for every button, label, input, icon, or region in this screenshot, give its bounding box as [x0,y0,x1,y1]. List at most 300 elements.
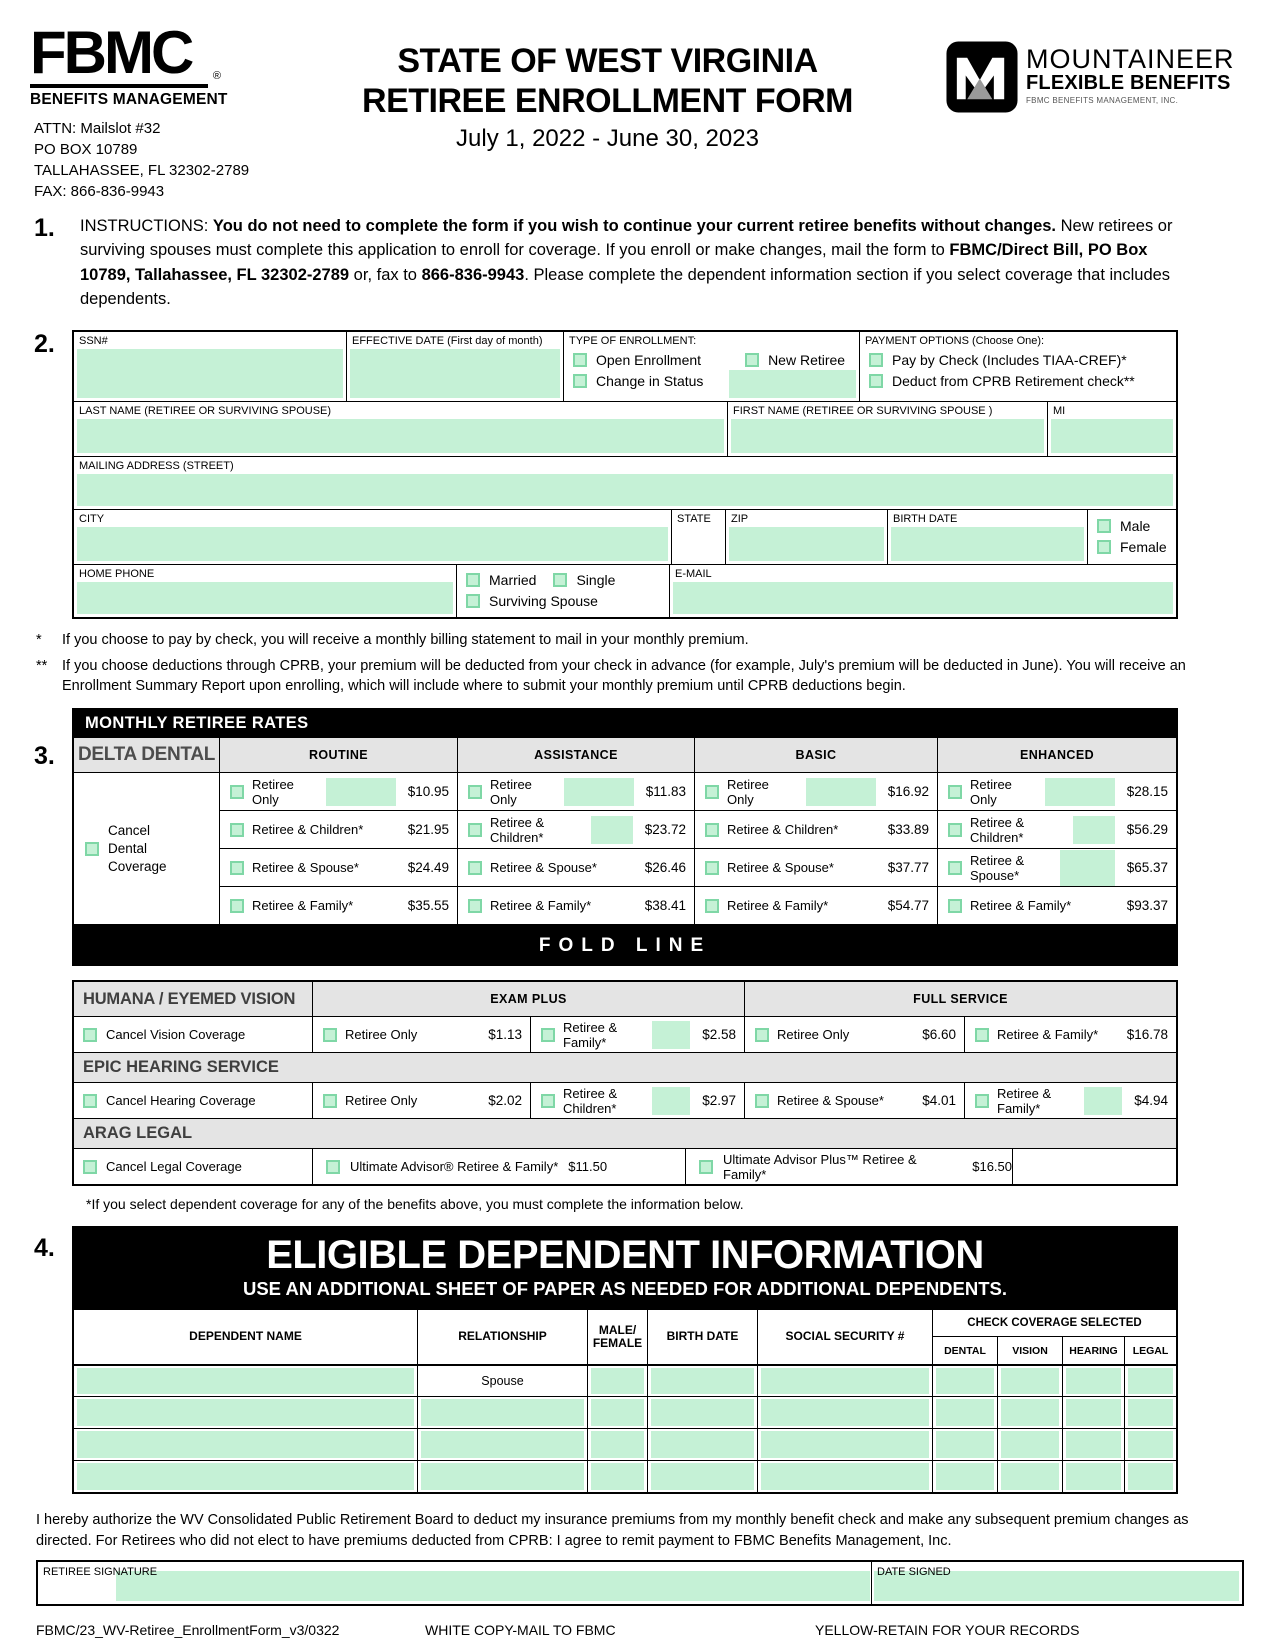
deduct-cprb-label: Deduct from CPRB Retirement check** [892,372,1135,389]
dependent-ssn-cell [757,1460,932,1492]
retiree-signature-label: RETIREE SIGNATURE [43,1565,158,1578]
vision-hearing-legal-table [72,980,1178,1186]
middle-initial-field[interactable] [1051,419,1173,453]
rate-price: $1.13 [488,1027,522,1043]
section-number-3: 3. [34,742,55,771]
dependent-birth-field[interactable] [651,1368,754,1394]
footnote-symbol-1: * [36,631,42,648]
dependent-dental-cell [932,1364,997,1396]
open-enrollment-label: Open Enrollment [596,351,702,368]
rate-price: $38.41 [644,898,686,914]
dependent-hearing-cell [1062,1460,1124,1492]
dependent-banner-subtitle: USE AN ADDITIONAL SHEET OF PAPER AS NEEDED FOR ADDITIONAL DEPENDENTS. [242,1278,1008,1300]
dependent-legal-field[interactable] [1128,1399,1173,1426]
form-title-block [270,26,945,202]
dependent-vision-field[interactable] [1001,1399,1059,1426]
dependent-relationship-cell [417,1396,587,1428]
tier-label: Retiree & Children* [490,814,545,845]
footnote-text-1: If you choose to pay by check, you will receive a monthly billing statement to mail in your monthly premium. [62,631,749,648]
dependent-birth-field[interactable] [651,1399,754,1426]
tier-label: Retiree Only [490,776,532,807]
hearing-provider-header: EPIC HEARING SERVICE [74,1052,1176,1082]
rate-price: $93.37 [1126,898,1168,914]
form-title-line1: STATE OF WEST VIRGINIA [397,42,818,80]
cancel-legal-coverage-option [74,1149,312,1184]
dependent-vision-field[interactable] [1001,1368,1059,1394]
dependent-dental-field[interactable] [936,1399,994,1426]
rate-price: $28.15 [1126,784,1168,800]
section-enrollee-info [34,329,1178,619]
dependent-vision-cell [997,1460,1062,1492]
dependent-sex-cell [587,1364,647,1396]
payment-footnotes [36,631,1216,697]
dep-header-male-female [587,1310,647,1364]
first-name-field[interactable] [731,419,1044,453]
tier-label: Ultimate Advisor Plus™ Retiree & Family* [723,1151,917,1182]
new-retiree-checkbox[interactable] [745,353,759,367]
rate-price: $35.55 [407,898,449,914]
cancel-legal-checkbox[interactable] [83,1160,97,1174]
ultimate-advisor-plus-checkbox[interactable] [699,1160,713,1174]
dependent-birth-cell [647,1460,757,1492]
rate-price: $11.83 [645,784,686,800]
tier-label: Retiree Only [777,1027,850,1043]
dental-routine-family-checkbox[interactable] [230,899,244,913]
surviving-spouse-checkbox[interactable] [466,594,480,608]
tier-label: Ultimate Advisor® Retiree & Family* [350,1159,559,1175]
rate-price: $26.46 [644,860,686,876]
first-name-label: FIRST NAME (RETIREE OR SURVIVING SPOUSE ) [733,404,993,417]
tier-label: Retiree & Children* [727,822,839,838]
rate-price: $10.95 [407,784,449,800]
dependent-name-field[interactable] [77,1368,414,1394]
cancel-vision-label: Cancel Vision Coverage [106,1027,246,1043]
ultimate-advisor-checkbox[interactable] [326,1160,340,1174]
tier-label: Retiree & Family* [997,1085,1052,1116]
rate-price: $16.92 [887,784,929,800]
enrollment-type-label: TYPE OF ENROLLMENT: [569,334,697,347]
tier-label: Retiree Only [252,776,294,807]
dependent-legal-field[interactable] [1128,1431,1173,1458]
dep-header-dental: DENTAL [932,1336,997,1364]
dependent-legal-cell [1124,1460,1176,1492]
fbmc-tagline: BENEFITS MANAGEMENT [30,91,228,108]
instructions-bold-1: You do not need to complete the form if you wish to continue your current retiree benefits without changes. [212,217,1057,235]
mailing-address-label: MAILING ADDRESS (STREET) [79,459,234,472]
rate-entry-field[interactable] [1084,1087,1122,1115]
date-signed-label: DATE SIGNED [877,1565,951,1578]
cancel-vision-coverage-option [74,1016,312,1052]
dependent-ssn-field[interactable] [761,1368,929,1394]
dependent-name-field[interactable] [77,1463,414,1490]
dental-enhanced-children-checkbox[interactable] [948,823,962,837]
dental-basic-spouse-checkbox[interactable] [705,861,719,875]
dep-header-legal: LEGAL [1124,1336,1176,1364]
enrollee-table [72,330,1178,619]
authorization-statement: I hereby authorize the WV Consolidated Public Retirement Board to deduct my insurance premiums from my monthly benefit check and make any subsequent premium changes as directed. For Retirees who did not elect to have premiums deducted from CPRB: I agree to remit payment to FBMC Benefits Management, Inc. [36,1512,1189,1549]
enrollment-type-field[interactable] [729,370,856,398]
tier-label: Retiree & Family* [490,898,592,914]
rate-entry-field[interactable] [1045,778,1115,806]
state-label: STATE [677,512,711,525]
instructions-fax-number: 866-836-9943 [421,265,525,284]
tier-label: Retiree & Family* [727,898,829,914]
dental-enhanced-retiree-only-checkbox[interactable] [948,785,962,799]
dependent-vision-cell [997,1364,1062,1396]
tier-label: Retiree Only [345,1027,418,1043]
dependent-relationship-field[interactable] [421,1463,584,1490]
dependent-birth-cell [647,1428,757,1460]
hearing-children-checkbox[interactable] [541,1094,555,1108]
cancel-hearing-checkbox[interactable] [83,1094,97,1108]
tier-label: Retiree & Spouse* [490,860,597,876]
dependent-name-field[interactable] [77,1399,414,1426]
cancel-vision-checkbox[interactable] [83,1028,97,1042]
tier-label: Retiree Only [970,776,1012,807]
retiree-signature-cell [38,1562,872,1604]
last-name-label: LAST NAME (RETIREE OR SURVIVING SPOUSE) [79,404,332,417]
home-phone-field[interactable] [77,582,453,614]
dependent-hearing-field[interactable] [1066,1399,1121,1426]
cancel-hearing-coverage-option [74,1082,312,1118]
birth-date-field[interactable] [891,527,1084,561]
home-phone-label: HOME PHONE [79,567,155,580]
cancel-dental-coverage-option [74,772,219,924]
dental-column-routine: ROUTINE [219,738,457,772]
dependent-sex-field[interactable] [591,1368,644,1394]
tier-label: Retiree & Children* [563,1085,618,1116]
vision-column-full-service: FULL SERVICE [744,982,1176,1016]
instructions-text-2: or, fax to [349,265,422,284]
dependent-relationship-field[interactable] [421,1431,584,1458]
dental-assistance-retiree-only-checkbox[interactable] [468,785,482,799]
dependent-relationship-field[interactable] [421,1399,584,1426]
rate-price: $16.50 [972,1159,1012,1175]
tier-label: Retiree & Family* [997,1027,1099,1043]
form-header [0,0,1275,202]
dependent-relationship-cell [417,1364,587,1396]
dependent-sex-cell [587,1428,647,1460]
address-line: FAX: 866-836-9943 [34,183,165,200]
dental-assistance-spouse-checkbox[interactable] [468,861,482,875]
tier-label: Retiree & Family* [970,898,1072,914]
dependent-name-cell [74,1428,417,1460]
dependent-name-cell [74,1396,417,1428]
dependent-dental-field[interactable] [936,1368,994,1394]
effective-date-field[interactable] [350,349,560,398]
dep-header-coverage: CHECK COVERAGE SELECTED [932,1310,1176,1336]
vision-provider-header: HUMANA / EYEMED VISION [74,982,312,1016]
tier-label: Retiree Only [727,776,769,807]
dependent-sex-field[interactable] [591,1463,644,1490]
female-checkbox[interactable] [1097,540,1111,554]
dependent-ssn-cell [757,1428,932,1460]
tier-label: Retiree & Spouse* [970,852,1025,883]
city-label: CITY [79,512,105,525]
male-label: Male [1120,517,1151,534]
married-label: Married [489,571,537,588]
payment-options-label: PAYMENT OPTIONS (Choose One): [865,334,1045,347]
rate-price: $6.60 [922,1027,956,1043]
dependent-sex-cell [587,1396,647,1428]
tier-label: Retiree & Children* [252,822,364,838]
dental-assistance-children-checkbox[interactable] [468,823,482,837]
cancel-dental-checkbox[interactable] [85,842,99,856]
page-footer [0,1622,1275,1642]
dental-routine-spouse-checkbox[interactable] [230,861,244,875]
dependent-name-cell [74,1364,417,1396]
dependent-ssn-cell [757,1396,932,1428]
dependent-ssn-cell [757,1364,932,1396]
dependent-dental-field[interactable] [936,1463,994,1490]
mountaineer-logo-text [1026,40,1235,105]
dependent-hearing-cell [1062,1364,1124,1396]
rate-entry-field[interactable] [326,778,396,806]
rate-price: $11.50 [568,1159,608,1175]
section-monthly-rates [34,708,1178,1213]
rate-entry-field[interactable] [1073,816,1115,844]
dependent-birth-cell [647,1396,757,1428]
signature-table [36,1560,1244,1606]
date-signed-cell [872,1562,1242,1604]
legal-option-ultimate-advisor [312,1149,685,1184]
dental-enhanced-family-checkbox[interactable] [948,899,962,913]
cancel-dental-label: Cancel Dental Coverage [108,823,167,874]
tier-label: Retiree Only [345,1093,418,1109]
dental-rates-table [72,738,1178,926]
dental-basic-family-checkbox[interactable] [705,899,719,913]
dependent-sex-field[interactable] [591,1431,644,1458]
single-label: Single [576,571,616,588]
change-in-status-label: Change in Status [596,372,704,389]
ssn-field[interactable] [77,349,343,398]
ssn-label: SSN# [79,334,108,347]
dependent-info-banner [72,1226,1178,1310]
instructions-mail-address: FBMC/Direct Bill, PO Box 10789, Tallahassee, FL 32302-2789 [80,241,1148,284]
dependent-legal-cell [1124,1428,1176,1460]
fbmc-logo-block [30,19,270,202]
dental-column-assistance: ASSISTANCE [457,738,694,772]
rate-price: $33.89 [887,822,929,838]
address-line: TALLAHASSEE, FL 32302-2789 [34,162,250,179]
dep-header-ssn: SOCIAL SECURITY # [757,1310,932,1364]
dep-header-birth-date: BIRTH DATE [647,1310,757,1364]
dep-header-mf-line2: FEMALE [592,1336,643,1351]
rate-price: $16.78 [1126,1027,1168,1043]
instructions-text-3: . Please complete the dependent information section if you select coverage that includes dependents. [80,265,1171,309]
rate-price: $37.77 [887,860,929,876]
dental-basic-children-checkbox[interactable] [705,823,719,837]
dependent-hearing-cell [1062,1396,1124,1428]
tier-label: Retiree & Family* [252,898,354,914]
dependent-ssn-field[interactable] [761,1399,929,1426]
dependent-legal-cell [1124,1396,1176,1428]
tier-label: Retiree & Children* [970,814,1025,845]
rate-price: $65.37 [1126,860,1168,876]
deduct-cprb-checkbox[interactable] [869,374,883,388]
middle-initial-label: MI [1053,404,1066,417]
vision-fullservice-retiree-only-checkbox[interactable] [755,1028,769,1042]
dependent-legal-field[interactable] [1128,1463,1173,1490]
rate-entry-field[interactable] [806,778,876,806]
mountaineer-line1: MOUNTAINEER [1026,44,1235,74]
section-number-4: 4. [34,1234,55,1263]
dependent-vision-field[interactable] [1001,1431,1059,1458]
city-field[interactable] [77,527,668,561]
hearing-family-checkbox[interactable] [975,1094,989,1108]
fbmc-logo-text: FBMC [30,19,192,86]
dependent-table [72,1310,1178,1494]
mountaineer-line3: FBMC BENEFITS MANAGEMENT, INC. [1026,96,1179,105]
surviving-spouse-label: Surviving Spouse [489,592,598,609]
tier-label: Retiree & Family* [563,1019,618,1050]
dependent-ssn-field[interactable] [761,1463,929,1490]
open-enrollment-checkbox[interactable] [573,353,587,367]
dep-header-vision: VISION [997,1336,1062,1364]
hearing-spouse-checkbox[interactable] [755,1094,769,1108]
rate-price: $23.72 [644,822,686,838]
dependent-vision-cell [997,1428,1062,1460]
rate-price: $2.58 [702,1027,736,1043]
tier-label: Retiree & Spouse* [252,860,359,876]
hearing-retiree-only-checkbox[interactable] [323,1094,337,1108]
form-title-line2: RETIREE ENROLLMENT FORM [362,81,853,120]
instructions-paragraph [72,214,1178,312]
dental-enhanced-spouse-checkbox[interactable] [948,861,962,875]
email-field[interactable] [673,582,1173,614]
single-checkbox[interactable] [553,573,567,587]
yellow-copy-note: YELLOW-RETAIN FOR YOUR RECORDS [815,1621,1080,1638]
legal-provider-header: ARAG LEGAL [74,1118,1176,1148]
dependent-dental-field[interactable] [936,1431,994,1458]
dependent-legal-field[interactable] [1128,1368,1173,1394]
dep-header-mf-line1: MALE/ [598,1322,637,1337]
dental-assistance-family-checkbox[interactable] [468,899,482,913]
rate-price: $4.01 [922,1093,956,1109]
dependent-sex-field[interactable] [591,1399,644,1426]
dependent-dental-cell [932,1396,997,1428]
footnote-text-2: If you choose deductions through CPRB, your premium will be deducted from your check in advance (for example, July's premium will be deducted in June). You will receive an Enrollment Summary Report upon enrolling, which will include where to submit your monthly premium until CPRB deductions begin. [62,658,1186,694]
dental-routine-retiree-only-checkbox[interactable] [230,785,244,799]
rate-price: $56.29 [1126,822,1168,838]
dependent-dental-cell [932,1428,997,1460]
dependent-dental-cell [932,1460,997,1492]
dependent-legal-cell [1124,1364,1176,1396]
rate-price: $24.49 [407,860,449,876]
pay-by-check-checkbox[interactable] [869,353,883,367]
dental-routine-children-checkbox[interactable] [230,823,244,837]
fold-line-bar: FOLD LINE [72,926,1178,966]
rate-entry-field[interactable] [1060,850,1115,886]
dependent-hearing-field[interactable] [1066,1463,1121,1490]
rate-price: $4.94 [1134,1093,1168,1109]
relationship-value: Spouse [481,1374,524,1389]
dental-provider-header: DELTA DENTAL [74,738,219,772]
dependent-banner-title: ELIGIBLE DEPENDENT INFORMATION [266,1233,984,1278]
instructions-text-1: New retirees or surviving spouses must complete this application to enroll for coverage. If you enroll or make changes, mail the form to [80,217,1173,260]
address-line: ATTN: Mailslot #32 [34,120,161,137]
dependent-birth-field[interactable] [651,1431,754,1458]
vision-column-exam-plus: EXAM PLUS [312,982,744,1016]
effective-date-label: EFFECTIVE DATE (First day of month) [352,334,543,347]
dental-column-enhanced: ENHANCED [937,738,1176,772]
zip-field[interactable] [729,527,884,561]
section-number-1: 1. [34,214,55,242]
footnote-symbol-2: ** [36,658,48,675]
dependent-vision-cell [997,1396,1062,1428]
change-in-status-checkbox[interactable] [573,374,587,388]
section-dependent-info [34,1226,1178,1494]
rate-entry-field[interactable] [652,1087,690,1115]
address-line: PO BOX 10789 [34,141,138,158]
dependent-hearing-field[interactable] [1066,1431,1121,1458]
tier-label: Retiree & Spouse* [727,860,834,876]
dependent-birth-cell [647,1364,757,1396]
legal-option-ultimate-advisor-plus [685,1149,1012,1184]
last-name-field[interactable] [77,419,724,453]
dental-basic-retiree-only-checkbox[interactable] [705,785,719,799]
dependent-name-field[interactable] [77,1431,414,1458]
dependent-coverage-note: *If you select dependent coverage for any of the benefits above, you must complete the information below. [86,1196,744,1213]
mountaineer-logo-block [945,26,1245,202]
tier-label: Retiree & Spouse* [777,1093,884,1109]
dependent-ssn-field[interactable] [761,1431,929,1458]
dependent-relationship-cell [417,1460,587,1492]
dependent-birth-field[interactable] [651,1463,754,1490]
cancel-hearing-label: Cancel Hearing Coverage [106,1093,256,1109]
mailing-address-field[interactable] [77,474,1173,506]
female-label: Female [1120,538,1167,555]
vision-examplus-family-checkbox[interactable] [541,1028,555,1042]
dep-header-relationship: RELATIONSHIP [417,1310,587,1364]
married-checkbox[interactable] [466,573,480,587]
male-checkbox[interactable] [1097,519,1111,533]
dep-header-hearing: HEARING [1062,1336,1124,1364]
section-instructions [34,214,1178,312]
new-retiree-label: New Retiree [768,351,846,368]
registered-mark: ® [212,70,218,83]
instructions-label: INSTRUCTIONS: [80,217,213,235]
vision-examplus-retiree-only-checkbox[interactable] [323,1028,337,1042]
legal-options-row [74,1148,1176,1184]
dental-column-basic: BASIC [694,738,937,772]
fbmc-address [30,118,270,202]
rate-entry-field[interactable] [591,816,633,844]
dependent-hearing-field[interactable] [1066,1368,1121,1394]
rate-entry-field[interactable] [652,1021,690,1049]
vision-fullservice-family-checkbox[interactable] [975,1028,989,1042]
email-label: E-MAIL [675,567,712,580]
section-number-2: 2. [34,329,55,358]
rate-entry-field[interactable] [564,778,634,806]
dependent-vision-field[interactable] [1001,1463,1059,1490]
mountaineer-line2: FLEXIBLE BENEFITS [1026,72,1231,94]
dependent-hearing-cell [1062,1428,1124,1460]
white-copy-note: WHITE COPY-MAIL TO FBMC [425,1621,616,1638]
dependent-name-cell [74,1460,417,1492]
form-version-code: FBMC/23_WV-Retiree_EnrollmentForm_v3/0322 [36,1621,340,1638]
pay-by-check-label: Pay by Check (Includes TIAA-CREF)* [892,351,1127,368]
dependent-relationship-cell [417,1428,587,1460]
plan-year: July 1, 2022 - June 30, 2023 [456,124,759,152]
monthly-rates-title-bar: MONTHLY RETIREE RATES [72,708,1178,738]
rate-price: $21.95 [407,822,449,838]
rate-price: $2.97 [702,1093,736,1109]
retiree-signature-field[interactable] [116,1571,870,1601]
zip-label: ZIP [731,512,749,525]
mountaineer-mountain-icon [945,40,1019,114]
cancel-legal-label: Cancel Legal Coverage [106,1159,242,1175]
